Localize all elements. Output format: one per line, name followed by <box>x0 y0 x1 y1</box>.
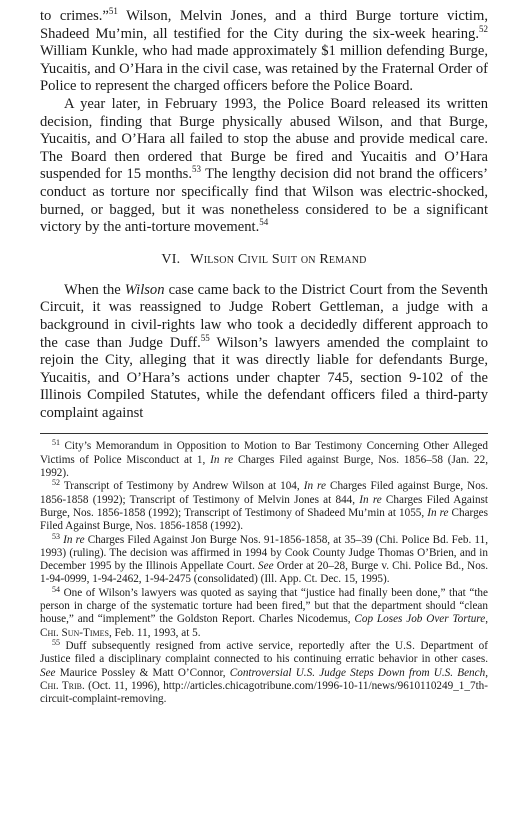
footnote-italic: Controversial U.S. Judge Steps Down from U.S. Bench <box>229 666 486 679</box>
footnote-number: 52 <box>52 478 60 488</box>
footnote-text: Charges Filed Against Burge, Nos. 1856-1858 (1992). <box>40 506 488 533</box>
paragraph-text: William Kunkle, who had made approximately $1 million defending Burge, Yucaitis, and O’Hara in the civil case, was retained by the Fraternal Order of Police to represent the charged officers before the Police Board. <box>40 43 488 95</box>
footnote-number: 55 <box>52 637 60 647</box>
footnote-italic: In re <box>427 506 449 519</box>
footnote-italic: Cop Loses Job Over Torture <box>354 613 486 626</box>
footnote-ref-51[interactable]: 51 <box>108 6 118 16</box>
page <box>40 8 488 706</box>
footnote-text: , Feb. 11, 1993, at 5. <box>108 626 201 639</box>
footnote-italic: See <box>258 560 274 573</box>
footnote-italic: In re <box>63 533 85 546</box>
paragraph-text: A year later, in February 1993, the Police Board released its written decision, finding that Burge physically abused Wilson, and that Burge, Yucaitis, and O’Hara all failed to stop the abuse and provide medical care. The Board then ordered that Burge be fired and Yucaitis and O’Hara suspended for 15 months. <box>40 95 488 183</box>
body-paragraph-3 <box>40 282 488 423</box>
footnote-number: 51 <box>52 438 60 448</box>
paragraph-text: Wilson’s lawyers amended the complaint to rejoin the City, alleging that it was directly liable for defendants Burge, Yucaitis, and O’Hara’s actions under chapter 745, section 9-102 of the Illinois Compiled Statutes, while the defendant officers filed a third-party complaint against <box>40 334 488 421</box>
paragraph-text: case came back to the District Court from the Seventh Circuit, it was reassigned to Judge Robert Gettleman, a judge with a background in civil-rights law who took a decidedly different approach to the case than Judge Duff. <box>40 281 488 351</box>
section-number: VI. <box>161 251 181 267</box>
footnote-51 <box>40 440 488 480</box>
paragraph-text: to crimes.” <box>40 8 109 24</box>
footnote-53 <box>40 531 488 587</box>
case-name: Wilson <box>124 281 165 298</box>
paragraph-text: Wilson, Melvin Jones, and a third Burge torture victim, Shadeed Mu’min, all testified for the City during the six-week hearing. <box>40 8 488 42</box>
footnote-ref-53[interactable]: 53 <box>192 164 202 175</box>
paragraph-text: When the <box>64 281 125 298</box>
footnote-text: Charges Filed Against Burge, Nos. 1856-1858 (1992); Transcript of Testimony of Shadeed Mu’min at 1055, <box>40 493 489 519</box>
body-paragraph-1 <box>40 8 488 96</box>
footnote-55 <box>40 637 489 706</box>
footnote-divider <box>40 433 488 434</box>
footnote-text: Charges Filed against Burge, Nos. 1856-1858 (1992); Transcript of Testimony of Melvin Jones at 844, <box>40 480 488 506</box>
footnote-text: Charges Filed against Burge, Nos. 1856–58 (Jan. 22, 1992). <box>40 453 488 480</box>
footnote-text: (Oct. 11, 1996), http://articles.chicagotribune.com/1996-10-11/news/9610110249_1_7th-circuit-complaint-removing. <box>40 679 488 706</box>
publication-name: Chi. Sun-Times <box>40 626 109 639</box>
footnote-italic: See <box>40 666 56 679</box>
publication-name: Chi. Trib. <box>40 679 85 692</box>
footnote-text: Order at 20–28, Burge v. Chi. Police Bd., Nos. 1-94-0999, 1-94-2462, 1-94-2475 (consolidated) (Ill. App. Ct. Dec. 15, 1995). <box>40 560 488 586</box>
footnote-italic: In re <box>359 493 382 506</box>
footnote-54 <box>40 584 488 640</box>
footnote-text: Duff subsequently resigned from active service, reportedly after the U.S. Department of Justice filed a disciplinary complaint connected to his continuing erratic behavior in other cases. <box>40 639 488 666</box>
footnote-text: City’s Memorandum in Opposition to Motion to Bar Testimony Concerning Other Alleged Victims of Police Misconduct at 1, <box>40 440 488 466</box>
footnote-ref-55[interactable]: 55 <box>200 332 210 343</box>
footnote-ref-52[interactable]: 52 <box>479 23 488 34</box>
footnote-ref-54[interactable]: 54 <box>259 217 269 228</box>
footnote-number: 53 <box>52 531 60 541</box>
footnote-italic: In re <box>210 453 234 466</box>
footnote-52 <box>40 480 488 533</box>
section-heading <box>40 252 488 268</box>
paragraph-text: The lengthy decision did not brand the officers’ conduct as torture nor specifically find that Wilson was electric-shocked, burned, or bagged, but it was nonetheless considered to be a significant victory by the anti-torture movement. <box>40 166 488 236</box>
footnote-text: , <box>485 613 488 626</box>
footnote-italic: In re <box>303 480 326 493</box>
section-title: Wilson Civil Suit on Remand <box>190 251 367 267</box>
body-paragraph-2 <box>40 96 488 237</box>
footnote-text: Transcript of Testimony by Andrew Wilson at 104, <box>60 480 304 493</box>
footnote-text: Maurice Possley & Matt O’Connor, <box>55 666 230 679</box>
footnote-number: 54 <box>52 584 60 594</box>
footnote-text: Charges Filed Against Jon Burge Nos. 91-1856-1858, at 35–39 (Chi. Police Bd. Feb. 11, 1993) (ruling). The decision was affirmed in 1994 by Cook County Judge Thomas O’Brien, and in December 1995 by the Illinois Appellate Court. <box>40 533 488 573</box>
footnote-text: One of Wilson’s lawyers was quoted as saying that “justice had finally been done,” that “the person in charge of the systematic torture had been fired,” but that the department should “clean house,” and “implement” the Goldston Report. Charles Nicodemus, <box>40 586 488 626</box>
footnote-text: , <box>485 666 489 679</box>
